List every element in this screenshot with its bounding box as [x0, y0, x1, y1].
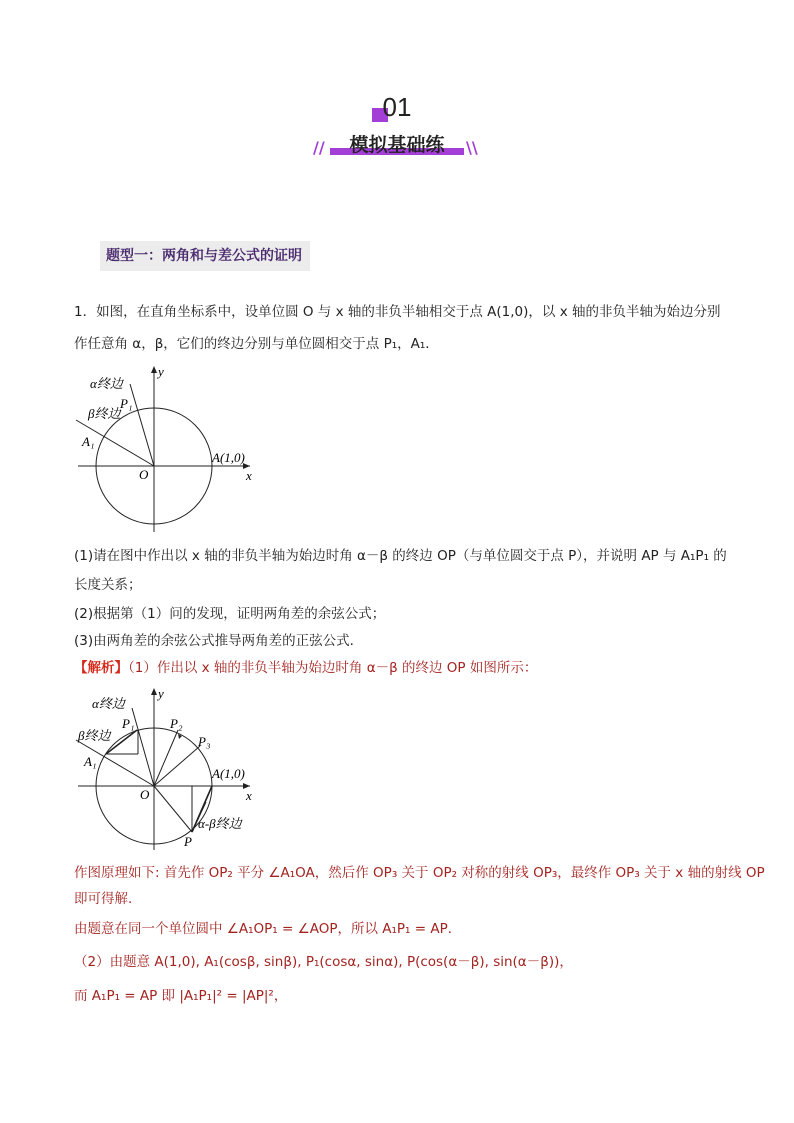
- problem-line-2: 作任意角 α，β，它们的终边分别与单位圆相交于点 P₁，A₁．: [74, 336, 439, 352]
- header-title-wrap: [0, 130, 794, 157]
- origin-label: O: [140, 787, 150, 802]
- solution-intro-line: [74, 658, 537, 678]
- section-number: 01: [382, 92, 412, 122]
- chord-a1-p1: [106, 730, 137, 754]
- figure-1-unit-circle: [74, 362, 274, 534]
- y-axis-arrow: [151, 366, 157, 373]
- beta-label: β终边: [88, 406, 121, 421]
- y-label: y: [158, 364, 164, 379]
- solution-intro: （1）作出以 x 轴的非负半轴为始边时角 α－β 的终边 OP 如图所示：: [128, 660, 538, 676]
- question-2: (2)根据第（1）问的发现，证明两角差的余弦公式；: [74, 606, 386, 622]
- solution-tag: 【解析】: [74, 660, 128, 676]
- same-circle-line: 由题意在同一个单位圆中 ∠A₁OP₁ = ∠AOP，所以 A₁P₁ = AP．: [74, 921, 462, 937]
- a1-label: A₁: [84, 754, 97, 769]
- left-slash-decoration: //: [313, 138, 325, 157]
- alpha-label: α终边: [90, 376, 123, 391]
- diff-label: α-β终边: [198, 816, 242, 831]
- principle-line-b: 即可得解.: [74, 891, 133, 907]
- right-slash-decoration: \\: [466, 138, 478, 157]
- y-label: y: [158, 686, 164, 701]
- p1-label: P₁: [120, 396, 133, 411]
- a-label: A(1,0): [212, 450, 245, 465]
- alpha-label: α终边: [92, 696, 125, 711]
- principle-line-a: 作图原理如下: 首先作 OP₂ 平分 ∠A₁OA，然后作 OP₃ 关于 OP₂ 对称的射线 OP₃，最终作 OP₃ 关于 x 轴的射线 OP: [74, 865, 765, 881]
- p2-label: P₂: [170, 716, 183, 731]
- figure-2-unit-circle: [74, 684, 274, 852]
- p-label: P: [184, 834, 192, 849]
- a-label: A(1,0): [212, 766, 245, 781]
- x-label: x: [246, 468, 252, 483]
- y-axis-arrow: [151, 688, 157, 695]
- alpha-terminal-side: [132, 708, 154, 786]
- part-2-line-a: （2）由题意 A(1,0), A₁(cosβ, sinβ), P₁(cosα, sinα), P(cos(α－β), sin(α－β))，: [74, 954, 573, 970]
- page-title: 模拟基础练: [349, 134, 445, 156]
- section-label: 题型一：两角和与差公式的证明: [100, 241, 310, 271]
- question-1-line-a: (1)请在图中作出以 x 轴的非负半轴为始边时角 α－β 的终边 OP（与单位圆交于点 P），并说明 AP 与 A₁P₁ 的: [74, 548, 727, 564]
- p3-label: P₃: [198, 734, 211, 749]
- ray-op: [154, 786, 192, 832]
- x-label: x: [246, 788, 252, 803]
- ray-op3: [154, 746, 200, 786]
- problem-line-1: 1．如图，在直角坐标系中，设单位圆 O 与 x 轴的非负半轴相交于点 A(1,0)，以 x 轴的非负半轴为始边分别: [74, 304, 721, 320]
- ray-op2: [154, 730, 178, 786]
- beta-label: β终边: [78, 728, 111, 743]
- a1-label: A₁: [82, 434, 95, 449]
- part-2-line-b: 而 A₁P₁ = AP 即 |A₁P₁|² = |AP|²，: [74, 988, 288, 1004]
- p1-label: P₁: [122, 716, 135, 731]
- question-3: (3)由两角差的余弦公式推导两角差的正弦公式．: [74, 633, 364, 649]
- origin-label: O: [139, 467, 149, 482]
- question-1-line-b: 长度关系；: [74, 577, 142, 593]
